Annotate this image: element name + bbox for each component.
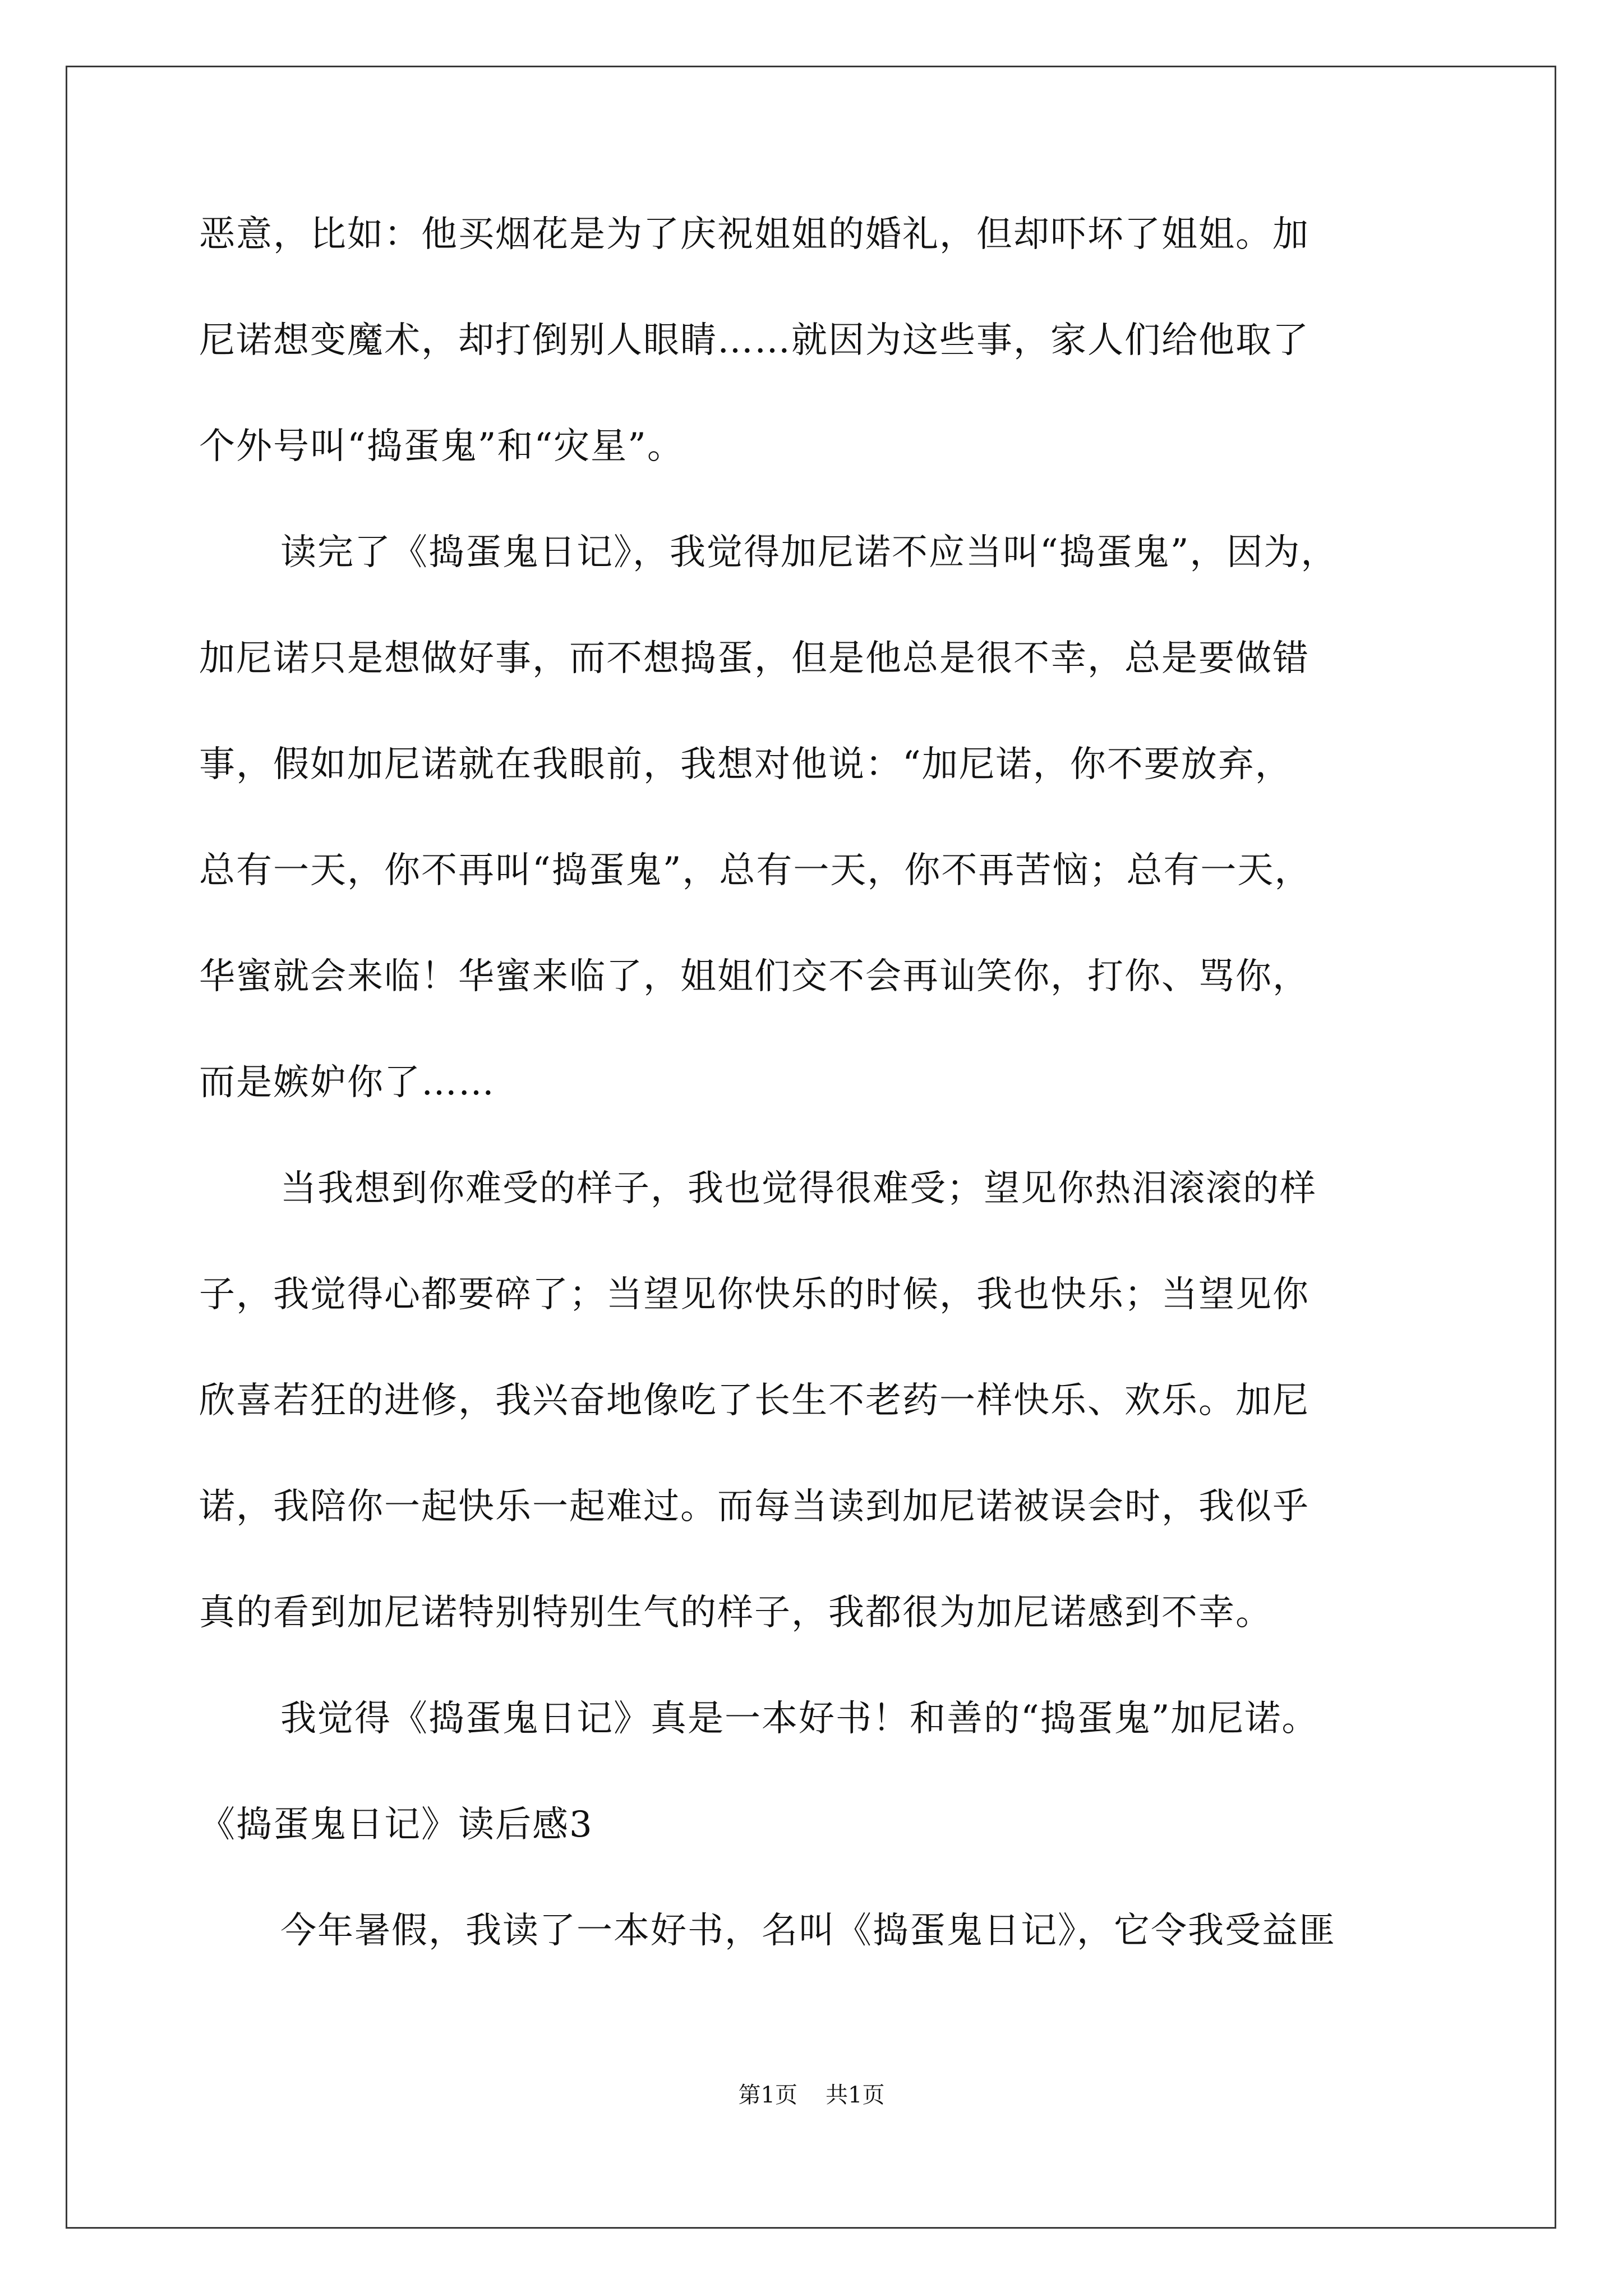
paragraph-start: 当我想到你难受的样子，我也觉得很难受；望见你热泪滚滚的样 <box>280 1168 1317 1209</box>
text-line: 事，假如加尼诺就在我眼前，我想对他说：“加尼诺，你不要放弃， <box>199 744 1292 785</box>
page-footer <box>0 2081 1623 2109</box>
text-line: 子，我觉得心都要碎了；当望见你快乐的时候，我也快乐；当望见你 <box>199 1274 1310 1315</box>
page-number: 第1页 <box>738 2082 797 2108</box>
text-line: 华蜜就会来临！华蜜来临了，姐姐们交不会再讪笑你，打你、骂你， <box>199 956 1310 997</box>
text-line: 真的看到加尼诺特别特别生气的样子，我都很为加尼诺感到不幸。 <box>199 1592 1272 1634</box>
paragraph-start: 我觉得《捣蛋鬼日记》真是一本好书！和善的“捣蛋鬼”加尼诺。 <box>280 1698 1319 1740</box>
paragraph-start: 读完了《捣蛋鬼日记》，我觉得加尼诺不应当叫“捣蛋鬼”，因为， <box>280 532 1338 573</box>
text-line: 总有一天，你不再叫“捣蛋鬼”，总有一天，你不再苦恼；总有一天， <box>199 850 1312 891</box>
paragraph-start: 今年暑假，我读了一本好书，名叫《捣蛋鬼日记》，它令我受益匪 <box>280 1910 1336 1952</box>
page-total: 共1页 <box>826 2082 885 2108</box>
text-line: 恶意，比如：他买烟花是为了庆祝姐姐的婚礼，但却吓坏了姐姐。加 <box>199 214 1310 255</box>
text-line: 而是嫉妒你了…… <box>199 1062 495 1103</box>
section-title: 《捣蛋鬼日记》读后感3 <box>199 1804 593 1846</box>
text-line: 个外号叫“捣蛋鬼”和“灾星”。 <box>199 426 684 467</box>
text-line: 诺，我陪你一起快乐一起难过。而每当读到加尼诺被误会时，我似乎 <box>199 1486 1310 1527</box>
text-line: 加尼诺只是想做好事，而不想捣蛋，但是他总是很不幸，总是要做错 <box>199 638 1310 679</box>
text-line: 欣喜若狂的进修，我兴奋地像吃了长生不老药一样快乐、欢乐。加尼 <box>199 1380 1310 1421</box>
text-line: 尼诺想变魔术，却打倒别人眼睛……就因为这些事，家人们给他取了 <box>199 320 1310 361</box>
document-body <box>199 212 1464 2014</box>
